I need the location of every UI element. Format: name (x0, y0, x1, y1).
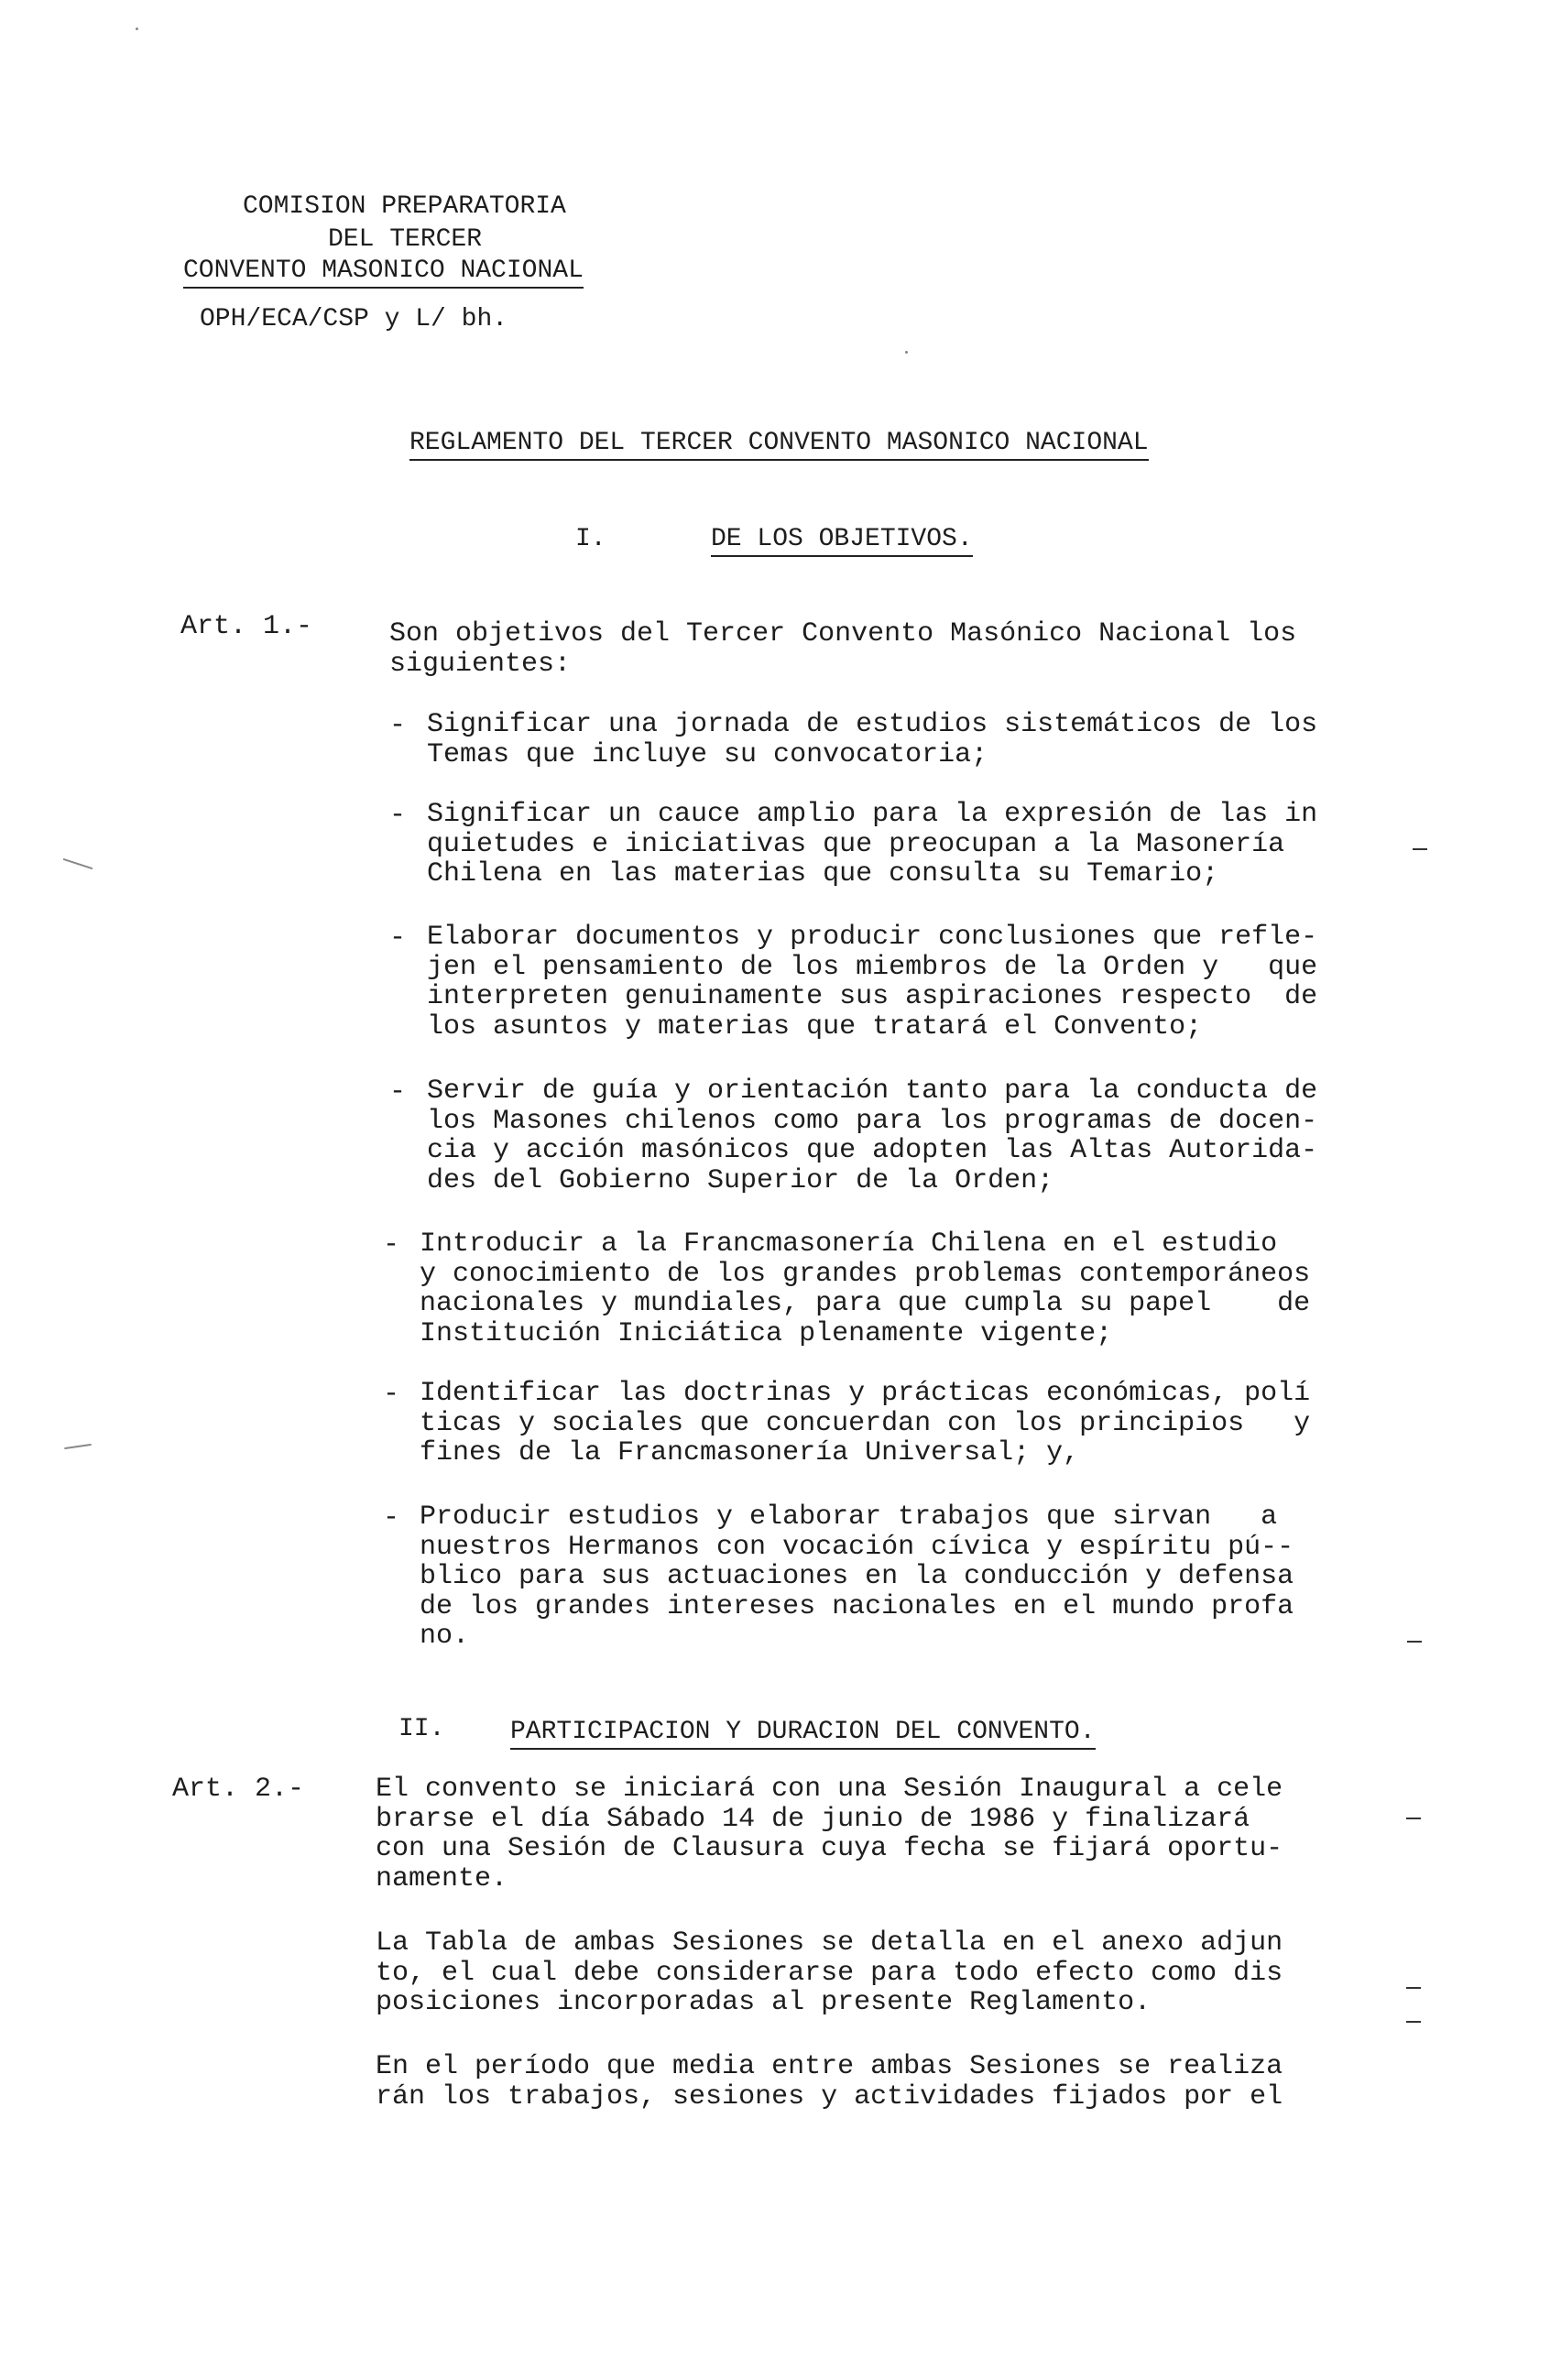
scan-speck (64, 1444, 92, 1449)
header-line-2: DEL TERCER (328, 225, 483, 254)
list-item: Servir de guía y orientación tanto para la conducta de los Masones chilenos como para los programas de docen- cia y acción masónicos que adopten las Altas Autorida- des del Gobierno Superior de la Orden; (427, 1075, 1318, 1196)
hyphen-mark (1413, 848, 1427, 850)
list-item: Identificar las doctrinas y prácticas económicas, polí ticas y sociales que concuerdan con los principios y fines de la Francmasonería Universal; y, (420, 1378, 1311, 1468)
bullet-dash: - (389, 800, 407, 831)
article-2-paragraph: El convento se iniciará con una Sesión Inaugural a cele brarse el día Sábado 14 de junio de 1986 y finalizará con una Sesión de Clausura cuya fecha se fijará oportu- namente. (376, 1774, 1283, 1894)
hyphen-mark (1407, 1641, 1422, 1643)
article-1-intro: Son objetivos del Tercer Convento Masónico Nacional los siguientes: (389, 618, 1297, 680)
article-2-paragraph: La Tabla de ambas Sesiones se detalla en el anexo adjun to, el cual debe considerarse para todo efecto como dis posiciones incorporadas al presente Reglamento. (376, 1927, 1283, 2018)
bullet-dash: - (383, 1379, 400, 1410)
list-item: Introducir a la Francmasonería Chilena en el estudio y conocimiento de los grandes problemas contemporáneos nacionales y mundiales, para que cumpla su papel de Institución Iniciática plenamente vigente; (420, 1228, 1311, 1349)
list-item: Significar una jornada de estudios sistemáticos de los Temas que incluye su convocatoria; (427, 709, 1318, 770)
article-2-paragraph: En el período que media entre ambas Sesiones se realiza rán los trabajos, sesiones y actividades fijados por el (376, 2051, 1283, 2113)
hyphen-mark (1406, 1987, 1421, 1989)
list-item: Elaborar documentos y producir conclusiones que refle- jen el pensamiento de los miembros de la Orden y que interpreten genuinamente sus aspiraciones respecto de los asuntos y materias que tratará el Convento; (427, 922, 1318, 1043)
section-1-number: I. (575, 525, 606, 553)
section-1-title: DE LOS OBJETIVOS. (711, 525, 973, 557)
header-line-1: COMISION PREPARATORIA (243, 192, 566, 221)
list-item: Producir estudios y elaborar trabajos que sirvan a nuestros Hermanos con vocación cívica y espíritu pú-- blico para sus actuaciones en la conducción y defensa de los grandes intereses nacionales en el mundo profa no. (420, 1501, 1294, 1652)
section-2-title: PARTICIPACION Y DURACION DEL CONVENTO. (510, 1718, 1096, 1750)
article-1-label: Art. 1.- (180, 611, 313, 642)
section-2-number: II. (398, 1715, 445, 1743)
document-title: REGLAMENTO DEL TERCER CONVENTO MASONICO NACIONAL (409, 429, 1149, 461)
hyphen-mark (1406, 2021, 1421, 2023)
bullet-dash: - (389, 1076, 407, 1108)
hyphen-mark (1406, 1818, 1421, 1819)
reference-code: OPH/ECA/CSP y L/ bh. (200, 305, 508, 333)
bullet-dash: - (383, 1229, 400, 1261)
header-line-3: CONVENTO MASONICO NACIONAL (183, 257, 584, 289)
scan-speck (136, 27, 138, 30)
scan-speck (63, 858, 93, 869)
bullet-dash: - (389, 710, 407, 741)
article-2-label: Art. 2.- (172, 1774, 305, 1805)
list-item: Significar un cauce amplio para la expresión de las in quietudes e iniciativas que preocupan a la Masonería Chilena en las materias que consulta su Temario; (427, 799, 1318, 890)
scan-speck (905, 351, 908, 354)
bullet-dash: - (383, 1502, 400, 1534)
bullet-dash: - (389, 923, 407, 954)
